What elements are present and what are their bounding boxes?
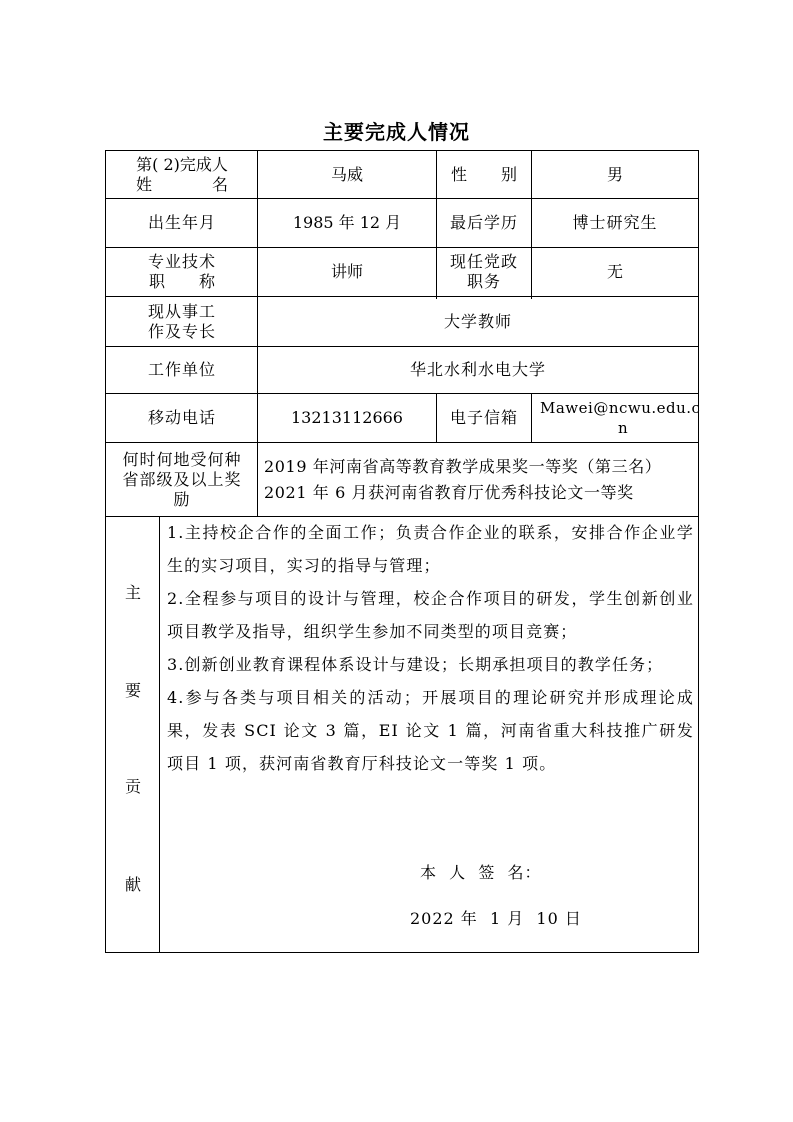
unit-label: 工作单位 [147,360,216,379]
awards-label-line3: 励 [173,489,191,509]
education-label: 最后学历 [449,213,518,232]
email-label: 电子信箱 [449,408,518,427]
signature-label: 本 人 签 名： [420,863,542,882]
contribution-item: 3.创新创业教育课程体系设计与建设；长期承担项目的教学任务； [167,655,664,674]
name-label-line1: 第( 2)完成人 [136,154,228,174]
signature-date: 2022 年 1 月 10 日 [410,909,582,928]
awards-label [107,443,257,516]
gender-label-char: 性 [451,164,468,184]
work-label-line2: 作及专长 [147,321,216,341]
contribution-item: 1.主持校企合作的全面工作；负责合作企业的联系，安排合作企业学生的实习项目，实习的指导与管理； [167,523,694,575]
awards-label-line2: 省部级及以上奖 [122,469,242,489]
work-value: 大学教师 [443,311,512,331]
post-label-line2: 职务 [466,272,501,291]
professional-title-label-char: 称 [198,272,215,291]
contribution-label-char: 主 [124,583,141,602]
name-label [107,151,257,198]
birth-value: 1985 年 12 月 [292,213,402,232]
contribution-label-char: 献 [124,875,141,894]
name-label-char: 名 [211,174,228,194]
birth-label: 出生年月 [147,213,216,232]
professional-title-label-char: 职 [149,272,166,291]
professional-title-label [107,248,257,296]
gender-value: 男 [606,164,623,184]
email-value-line1: Mawei@ncwu.edu.c [540,399,701,417]
awards-value [258,443,698,516]
work-label-line1: 现从事工 [147,301,216,321]
email-value-line2: n [618,419,628,437]
post-label-line1: 现任党政 [449,252,518,271]
post-label [437,248,531,296]
professional-title-value: 讲师 [330,262,363,281]
awards-label-line1: 何时何地受何种 [122,449,242,469]
work-label [107,297,257,346]
contribution-item: 4.参与各类与项目相关的活动；开展项目的理论研究并形成理论成果，发表 SCI 论文 3 篇，EI 论文 1 篇，河南省重大科技推广研发项目 1 项，获河南省教育厅科技论文一等奖 1 项。 [167,688,694,773]
email-value [532,394,701,442]
name-label-char: 姓 [136,174,153,194]
gender-label [437,151,531,198]
name-value: 马威 [330,164,363,184]
unit-value: 华北水利水电大学 [409,360,546,379]
page-title: 主要完成人情况 [323,120,470,144]
award-item: 2021 年 6 月获河南省教育厅优秀科技论文一等奖 [264,482,634,502]
contribution-item: 2.全程参与项目的设计与管理，校企合作项目的研发，学生创新创业项目教学及指导，组织学生参加不同类型的项目竞赛； [167,589,694,641]
phone-label: 移动电话 [147,408,216,427]
education-value: 博士研究生 [572,213,658,232]
contribution-text [167,516,694,780]
contribution-label-char: 贡 [124,777,141,796]
award-item: 2019 年河南省高等教育教学成果奖一等奖（第三名） [264,456,662,476]
post-value: 无 [606,262,623,281]
professional-title-label-line1: 专业技术 [147,252,216,271]
contribution-label-char: 要 [124,681,141,700]
gender-label-char: 别 [500,164,517,184]
column-divider [159,516,160,953]
phone-value: 13213112666 [291,408,403,427]
